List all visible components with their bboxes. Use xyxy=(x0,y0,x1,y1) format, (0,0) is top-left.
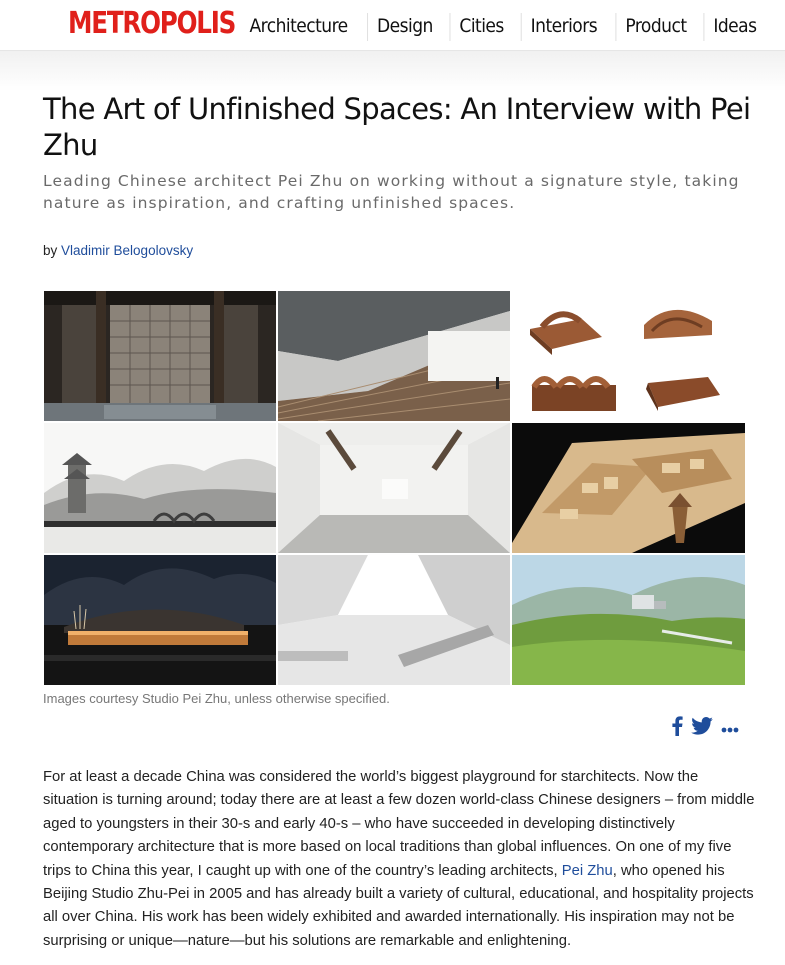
share-bar xyxy=(671,716,739,741)
gallery-image-white-atrium[interactable] xyxy=(278,555,510,685)
site-logo[interactable]: METROPOLIS xyxy=(68,6,236,41)
gallery-caption: Images courtesy Studio Pei Zhu, unless otherwise specified. xyxy=(43,691,390,706)
image-gallery xyxy=(44,291,745,685)
gallery-image-white-gallery-stairs[interactable] xyxy=(278,291,510,421)
article-body xyxy=(43,766,755,953)
author-link[interactable]: Vladimir Belogolovsky xyxy=(61,243,194,258)
header-shadow xyxy=(0,51,785,91)
nav-interiors[interactable]: Interiors xyxy=(521,13,606,41)
gallery-image-night-rendering[interactable] xyxy=(44,555,276,685)
twitter-icon[interactable] xyxy=(691,717,713,740)
body-text-1: For at least a decade China was considered the world’s biggest playground for starchitects. Now the situation is turning around; today there are at least a few dozen world-class Chinese designers – from middle aged to youngsters in their 30-s and early 40-s – who have succeeded in developing distinctively contemporary architecture that is more based on local traditions than global influences. On one of my five trips to China this year, I caught up with one of the country’s leading architects, xyxy=(43,769,755,879)
gallery-image-wooden-models[interactable] xyxy=(512,291,745,421)
gallery-image-wooden-screen-hall[interactable] xyxy=(44,291,276,421)
nav-architecture[interactable]: Architecture xyxy=(249,15,348,37)
byline xyxy=(43,243,193,258)
main-nav xyxy=(234,13,769,41)
facebook-icon[interactable] xyxy=(671,716,683,741)
more-icon[interactable] xyxy=(721,720,739,738)
nav-design[interactable]: Design xyxy=(367,13,442,41)
nav-ideas[interactable]: Ideas xyxy=(704,13,766,41)
site-header xyxy=(0,0,785,51)
nav-cities[interactable]: Cities xyxy=(450,13,513,41)
article-title: The Art of Unfinished Spaces: An Interview with Pei Zhu xyxy=(43,92,751,162)
gallery-image-site-model[interactable] xyxy=(512,423,745,553)
byline-prefix: by xyxy=(43,243,58,258)
nav-product[interactable]: Product xyxy=(616,13,696,41)
pei-zhu-link[interactable]: Pei Zhu xyxy=(561,862,613,879)
article-subtitle: Leading Chinese architect Pei Zhu on working without a signature style, taking nature as inspiration, and crafting unfinished spaces. xyxy=(43,172,740,212)
body-text-2: , who opened his Beijing Studio Zhu-Pei in 2005 and has already built a variety of cultural, educational, and hospitality projects all over China. His work has been widely exhibited and awarded internationally. His inspiration may not be surprising or unique—nature—but his solutions are remarkable and enlightening. xyxy=(43,862,754,949)
gallery-image-landscape-sketch[interactable] xyxy=(44,423,276,553)
gallery-image-gallery-interior[interactable] xyxy=(278,423,510,553)
gallery-image-green-hillside[interactable] xyxy=(512,555,745,685)
